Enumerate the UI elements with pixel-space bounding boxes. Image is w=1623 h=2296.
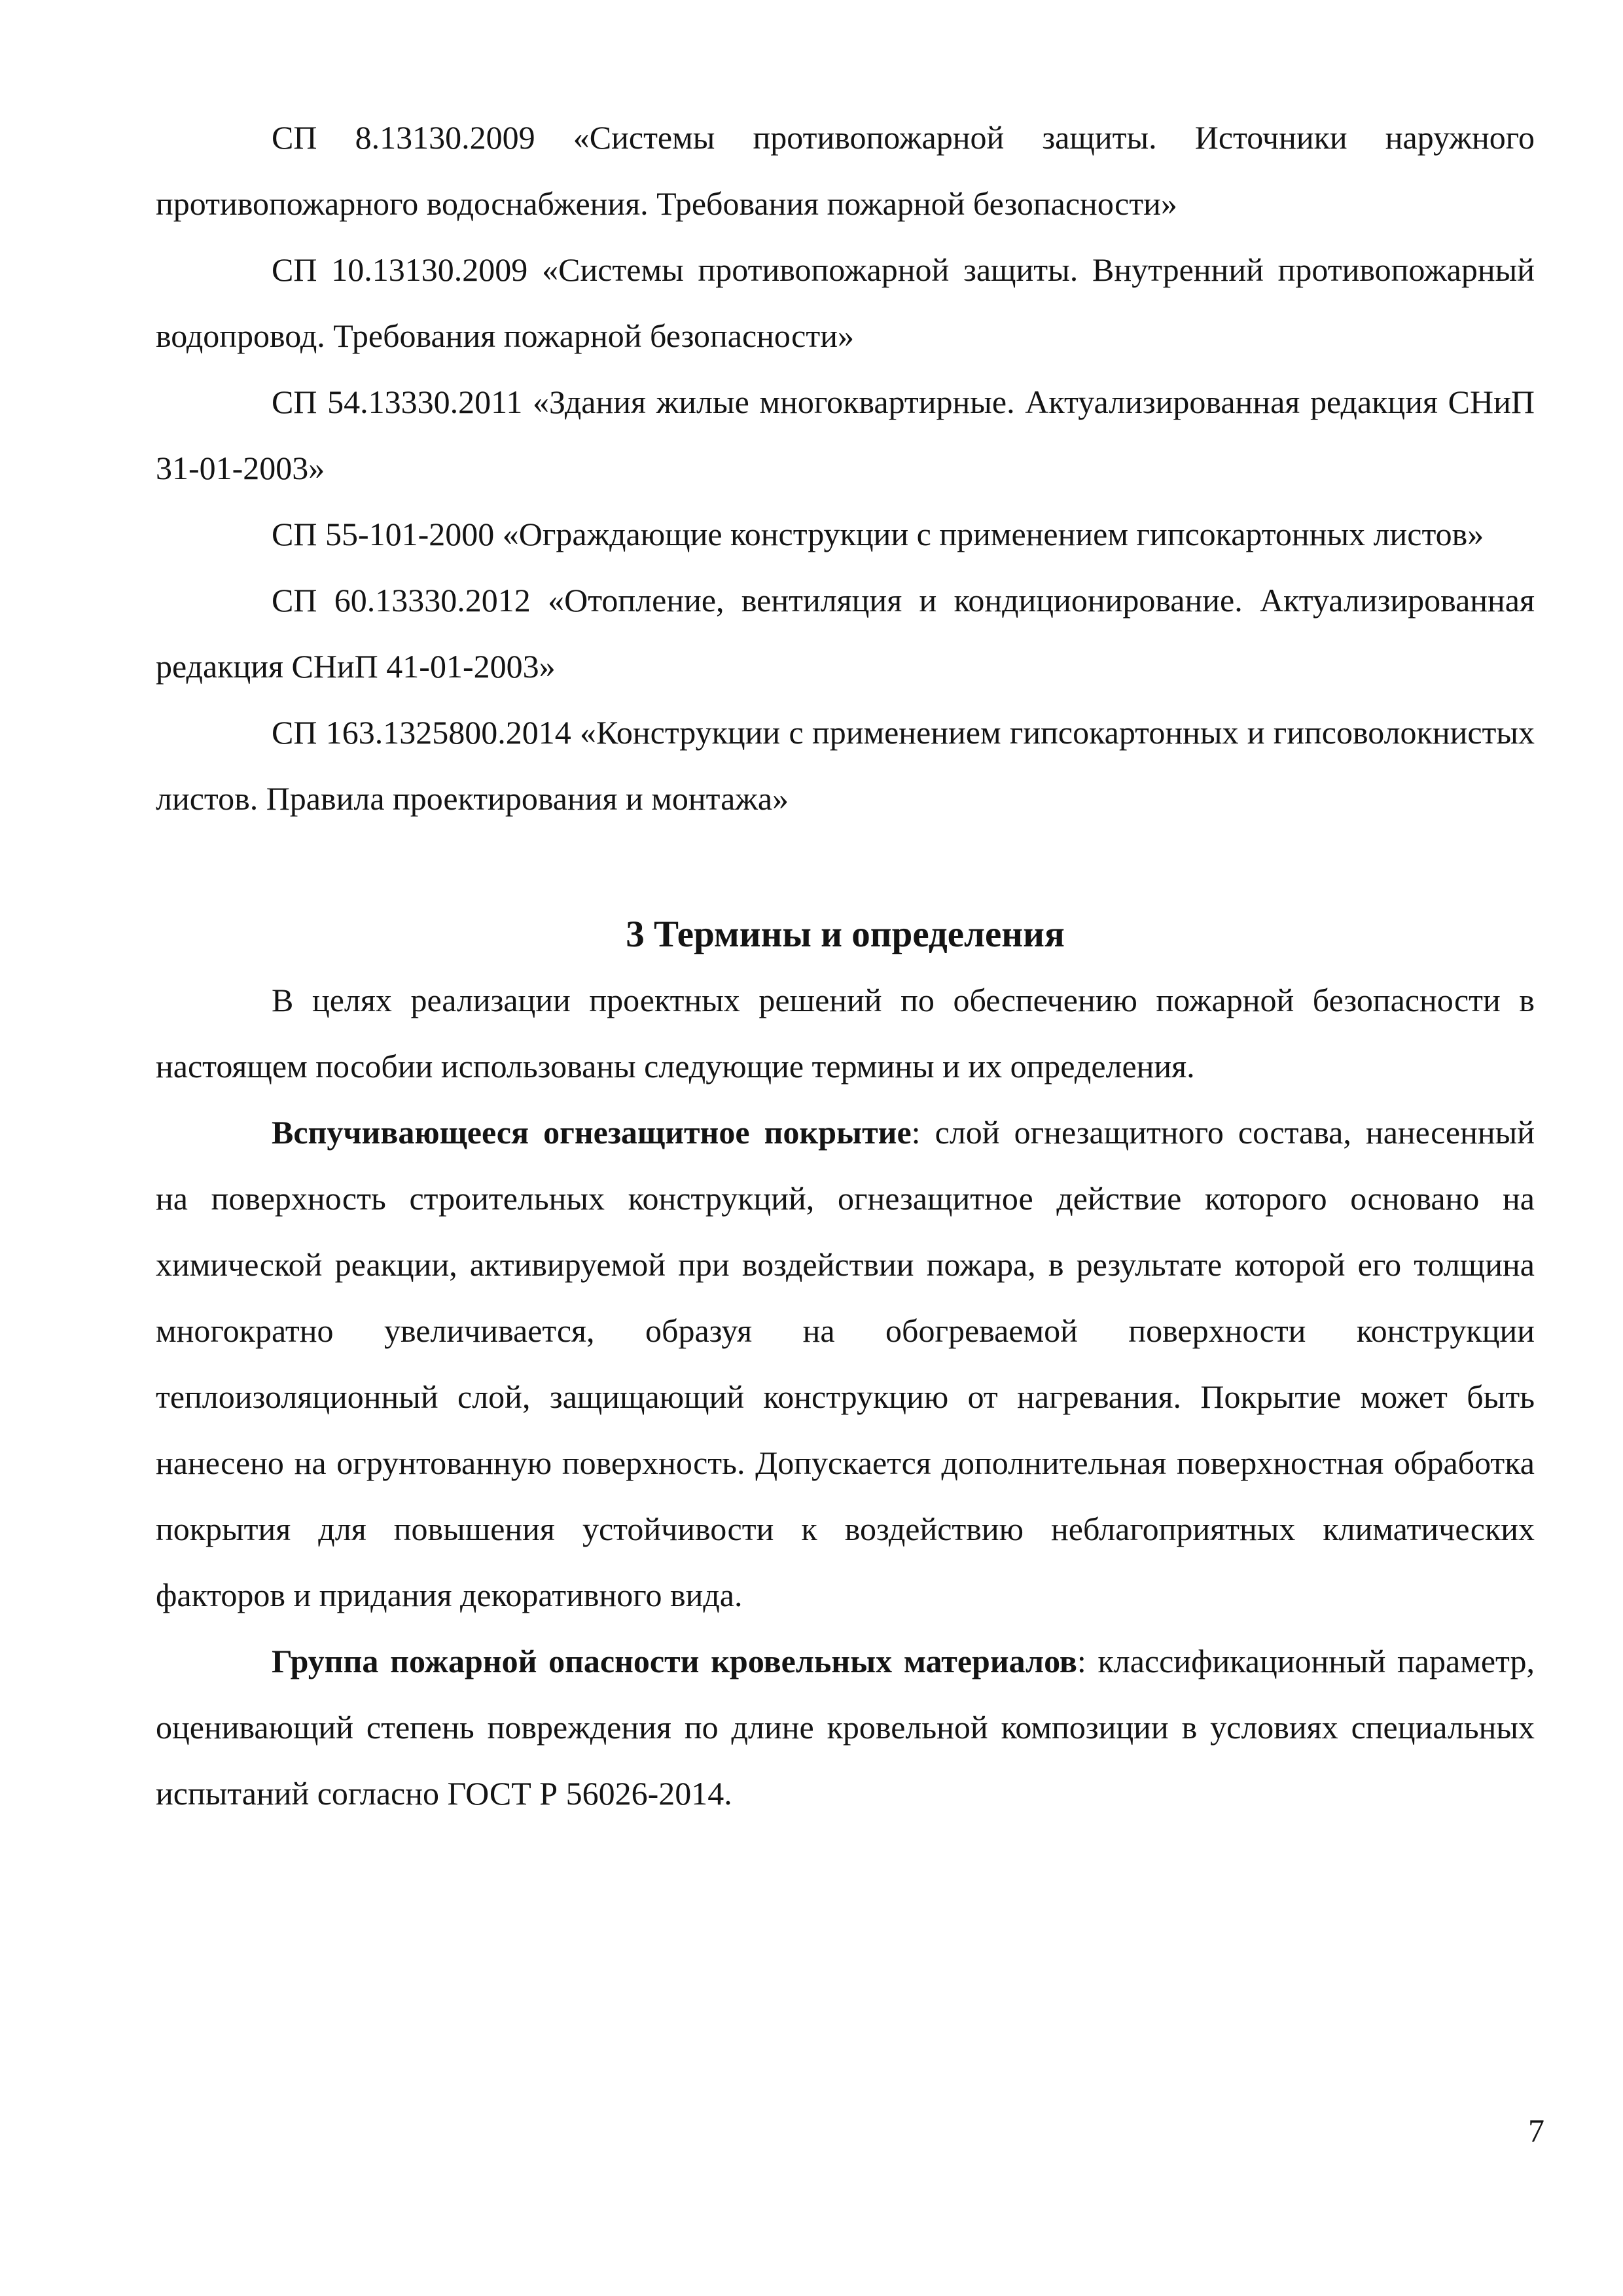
reference-item: СП 60.13330.2012 «Отопление, вентиляция и кондиционирование. Актуализированная редакция СНиП 41-01-2003» (156, 582, 1535, 685)
reference-list (156, 105, 1535, 832)
term-text: : слой огнезащитного состава, нанесенный на поверхность строительных конструкций, огнезащитное действие которого основано на химической реакции, активируемой при воздействии пожара, в результате которой его толщина многократно увеличивается, образуя на обогреваемой поверхности конструкции теплоизоляционный слой, защищающий конструкцию от нагревания. Покрытие может быть нанесено на огрунтованную поверхность. Допускается дополнительная поверхностная обработка покрытия для повышения устойчивости к воздействию неблагоприятных климатических факторов и придания декоративного вида. (156, 1114, 1535, 1613)
reference-item: СП 55-101-2000 «Ограждающие конструкции с применением гипсокартонных листов» (272, 516, 1484, 552)
reference-item: СП 10.13130.2009 «Системы противопожарной защиты. Внутренний противопожарный водопровод. Требования пожарной безопасности» (156, 251, 1535, 354)
term-text: : классификационный параметр, оценивающий степень повреждения по длине кровельной композиции в условиях специальных испытаний согласно ГОСТ Р 56026-2014. (156, 1643, 1535, 1812)
page-body (156, 105, 1535, 1827)
term-title: Вспучивающееся огнезащитное покрытие (272, 1114, 912, 1151)
section-heading: 3 Термины и определения (626, 914, 1065, 955)
reference-item: СП 54.13330.2011 «Здания жилые многоквартирные. Актуализированная редакция СНиП 31-01-2003» (156, 384, 1535, 486)
term-definition (156, 1628, 1535, 1827)
page-number: 7 (1528, 2112, 1544, 2149)
reference-item: СП 163.1325800.2014 «Конструкции с применением гипсокартонных и гипсоволокнистых листов. Правила проектирования и монтажа» (156, 714, 1535, 817)
term-title: Группа пожарной опасности кровельных материалов (272, 1643, 1077, 1679)
reference-item: СП 8.13130.2009 «Системы противопожарной защиты. Источники наружного противопожарного водоснабжения. Требования пожарной безопасности» (156, 119, 1535, 222)
term-definition (156, 1100, 1535, 1628)
section-intro: В целях реализации проектных решений по обеспечению пожарной безопасности в настоящем пособии использованы следующие термины и их определения. (156, 982, 1535, 1085)
